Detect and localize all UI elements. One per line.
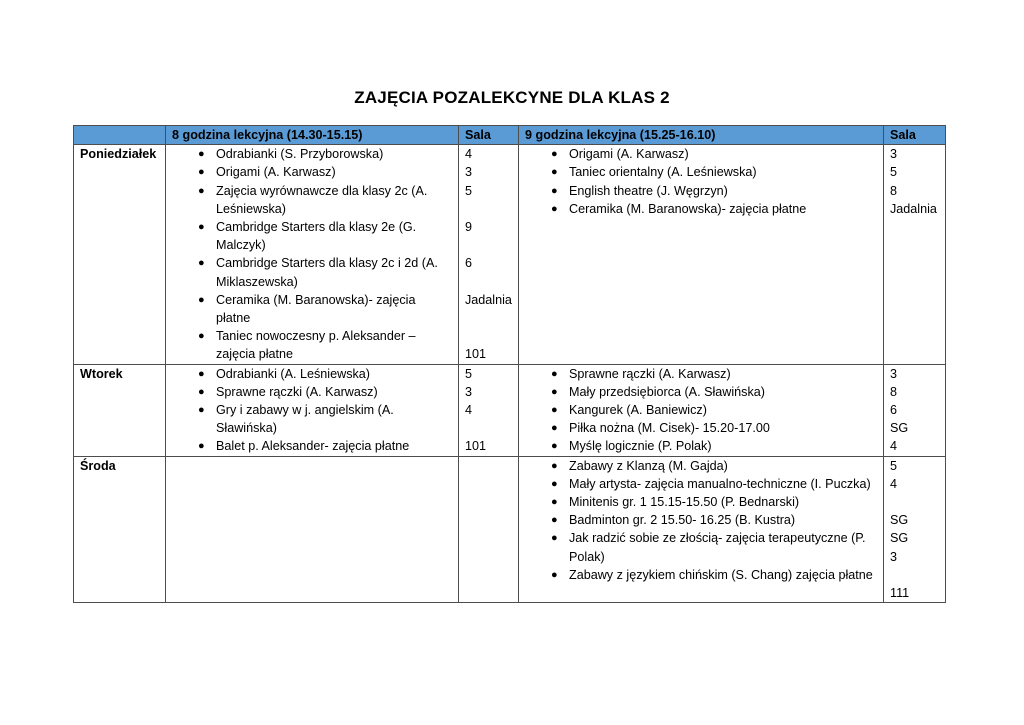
- period-8-rooms: [459, 456, 519, 603]
- room-value: 3: [890, 549, 898, 564]
- room-value: 5: [465, 183, 473, 198]
- period-8-activities: [166, 145, 459, 364]
- period-9-activities: [519, 145, 884, 364]
- room-value: [465, 236, 518, 254]
- activity-text: Piłka nożna (M. Cisek)- 15.20-17.00: [569, 421, 770, 436]
- activity-text: Gry i zabawy w j. angielskim (A. Sławińska): [216, 403, 394, 436]
- list-item: [525, 475, 883, 493]
- list-item: [525, 419, 883, 437]
- activity-text: Jak radzić sobie ze złością- zajęcia terapeutyczne (P. Polak): [569, 531, 866, 564]
- list-item: [172, 401, 458, 437]
- bullet-icon: ●: [551, 514, 558, 527]
- bullet-icon: ●: [551, 385, 558, 398]
- period-9-rooms: [884, 145, 946, 364]
- bullet-icon: ●: [198, 385, 205, 398]
- room-value: 4: [465, 403, 473, 418]
- list-item: [172, 254, 458, 290]
- list-item: [172, 218, 458, 254]
- activity-text: Ceramika (M. Baranowska)- zajęcia płatne: [569, 201, 807, 216]
- list-item: [525, 145, 883, 163]
- bullet-icon: ●: [198, 166, 205, 179]
- room-value: SG: [890, 531, 909, 546]
- room-value: 3: [465, 384, 473, 399]
- list-item: [525, 163, 883, 181]
- room-value: [465, 273, 518, 291]
- bullet-icon: ●: [551, 440, 558, 453]
- activity-text: Minitenis gr. 1 15.15-15.50 (P. Bednarski): [569, 495, 800, 510]
- room-value: 4: [890, 439, 898, 454]
- list-item: [525, 566, 883, 584]
- bullet-icon: ●: [551, 184, 558, 197]
- list-item: [172, 163, 458, 181]
- room-value: 3: [890, 147, 898, 162]
- bullet-icon: ●: [551, 367, 558, 380]
- activity-text: Ceramika (M. Baranowska)- zajęcia płatne: [216, 292, 416, 326]
- bullet-icon: ●: [198, 257, 205, 270]
- room-value: [465, 419, 518, 437]
- activity-text: Odrabianki (S. Przyborowska): [216, 147, 384, 162]
- room-value: 6: [890, 403, 898, 418]
- list-item: [172, 182, 458, 218]
- period-8-activities: [166, 456, 459, 603]
- bullet-icon: ●: [198, 440, 205, 453]
- activity-text: Taniec orientalny (A. Leśniewska): [569, 165, 757, 180]
- room-value: 3: [890, 366, 898, 381]
- bullet-icon: ●: [551, 166, 558, 179]
- room-value: 101: [465, 439, 487, 454]
- room-value: 5: [465, 366, 473, 381]
- header-period-9: 9 godzina lekcyjna (15.25-16.10): [519, 126, 884, 145]
- room-value: 9: [465, 219, 473, 234]
- room-value: Jadalnia: [890, 201, 937, 216]
- activity-text: Badminton gr. 2 15.50- 16.25 (B. Kustra): [569, 513, 796, 528]
- day-label-tuesday: Wtorek: [74, 364, 166, 456]
- room-value: 101: [465, 347, 487, 362]
- list-item: [525, 493, 883, 511]
- bullet-icon: ●: [551, 459, 558, 472]
- room-value: Jadalnia: [465, 292, 512, 307]
- room-value: 4: [890, 476, 898, 491]
- header-day: [74, 126, 166, 145]
- bullet-icon: ●: [551, 404, 558, 417]
- bullet-icon: ●: [551, 477, 558, 490]
- activity-text: Origami (A. Karwasz): [216, 165, 336, 180]
- activity-list: [172, 145, 458, 363]
- activity-text: Zajęcia wyrównawcze dla klasy 2c (A. Leśniewska): [216, 183, 428, 216]
- bullet-icon: ●: [551, 422, 558, 435]
- activity-text: Mały przedsiębiorca (A. Sławińska): [569, 384, 765, 399]
- bullet-icon: ●: [198, 148, 205, 161]
- activity-text: Cambridge Starters dla klasy 2e (G. Malczyk): [216, 220, 417, 253]
- schedule-table: [73, 125, 946, 603]
- room-value: SG: [890, 513, 909, 528]
- list-item: [172, 383, 458, 401]
- bullet-icon: ●: [198, 293, 205, 306]
- activity-text: Myślę logicznie (P. Polak): [569, 439, 712, 454]
- room-value: SG: [890, 421, 909, 436]
- room-value: 8: [890, 384, 898, 399]
- period-8-activities: [166, 364, 459, 456]
- activity-text: Odrabianki (A. Leśniewska): [216, 366, 370, 381]
- room-value: [465, 327, 518, 345]
- list-item: [525, 383, 883, 401]
- table-row: [74, 364, 946, 456]
- bullet-icon: ●: [198, 367, 205, 380]
- room-value: [890, 493, 945, 511]
- activity-text: Sprawne rączki (A. Karwasz): [216, 384, 378, 399]
- list-item: [525, 511, 883, 529]
- bullet-icon: ●: [551, 496, 558, 509]
- room-value: 6: [465, 256, 473, 271]
- bullet-icon: ●: [551, 202, 558, 215]
- list-item: [525, 457, 883, 475]
- period-8-rooms: [459, 364, 519, 456]
- day-label-monday: Poniedziałek: [74, 145, 166, 364]
- header-room-1: Sala: [459, 126, 519, 145]
- period-9-rooms: [884, 364, 946, 456]
- room-value: [890, 566, 945, 584]
- room-value: 111: [890, 585, 910, 600]
- list-item: [525, 437, 883, 455]
- list-item: [172, 291, 458, 327]
- table-row: [74, 456, 946, 603]
- bullet-icon: ●: [551, 532, 558, 545]
- period-9-rooms: [884, 456, 946, 603]
- activity-text: Cambridge Starters dla klasy 2c i 2d (A. Miklaszewska): [216, 256, 438, 289]
- period-9-activities: [519, 456, 884, 603]
- room-value: 8: [890, 183, 898, 198]
- activity-list: [525, 145, 883, 218]
- room-value: [465, 309, 518, 327]
- day-label-wednesday: Środa: [74, 456, 166, 603]
- room-value: 5: [890, 458, 898, 473]
- activity-text: Zabawy z językiem chińskim (S. Chang) zajęcia płatne: [569, 567, 873, 582]
- list-item: [525, 182, 883, 200]
- table-header-row: [74, 126, 946, 145]
- list-item: [525, 365, 883, 383]
- bullet-icon: ●: [198, 330, 205, 343]
- list-item: [525, 401, 883, 419]
- activity-text: Sprawne rączki (A. Karwasz): [569, 366, 731, 381]
- bullet-icon: ●: [551, 148, 558, 161]
- period-9-activities: [519, 364, 884, 456]
- activity-text: English theatre (J. Węgrzyn): [569, 183, 728, 198]
- bullet-icon: ●: [551, 568, 558, 581]
- bullet-icon: ●: [198, 184, 205, 197]
- list-item: [172, 365, 458, 383]
- page-title: ZAJĘCIA POZALEKCYNE DLA KLAS 2: [354, 88, 670, 107]
- activity-text: Taniec nowoczesny p. Aleksander – zajęcia płatne: [216, 329, 416, 362]
- table-row: [74, 145, 946, 364]
- activity-text: Kangurek (A. Baniewicz): [569, 403, 707, 418]
- header-room-2: Sala: [884, 126, 946, 145]
- activity-list: [172, 365, 458, 456]
- room-value: [465, 200, 518, 218]
- activity-list: [525, 365, 883, 456]
- period-8-rooms: [459, 145, 519, 364]
- list-item: [172, 145, 458, 163]
- bullet-icon: ●: [198, 404, 205, 417]
- list-item: [172, 437, 458, 455]
- room-value: 5: [890, 165, 898, 180]
- list-item: [525, 200, 883, 218]
- room-value: 3: [465, 165, 473, 180]
- activity-text: Zabawy z Klanzą (M. Gajda): [569, 458, 728, 473]
- bullet-icon: ●: [198, 221, 205, 234]
- activity-list: [525, 457, 883, 584]
- list-item: [525, 529, 883, 565]
- activity-text: Mały artysta- zajęcia manualno-techniczne (I. Puczka): [569, 476, 871, 491]
- header-period-8: 8 godzina lekcyjna (14.30-15.15): [166, 126, 459, 145]
- list-item: [172, 327, 458, 363]
- activity-text: Origami (A. Karwasz): [569, 147, 689, 162]
- room-value: 4: [465, 147, 473, 162]
- activity-text: Balet p. Aleksander- zajęcia płatne: [216, 439, 410, 454]
